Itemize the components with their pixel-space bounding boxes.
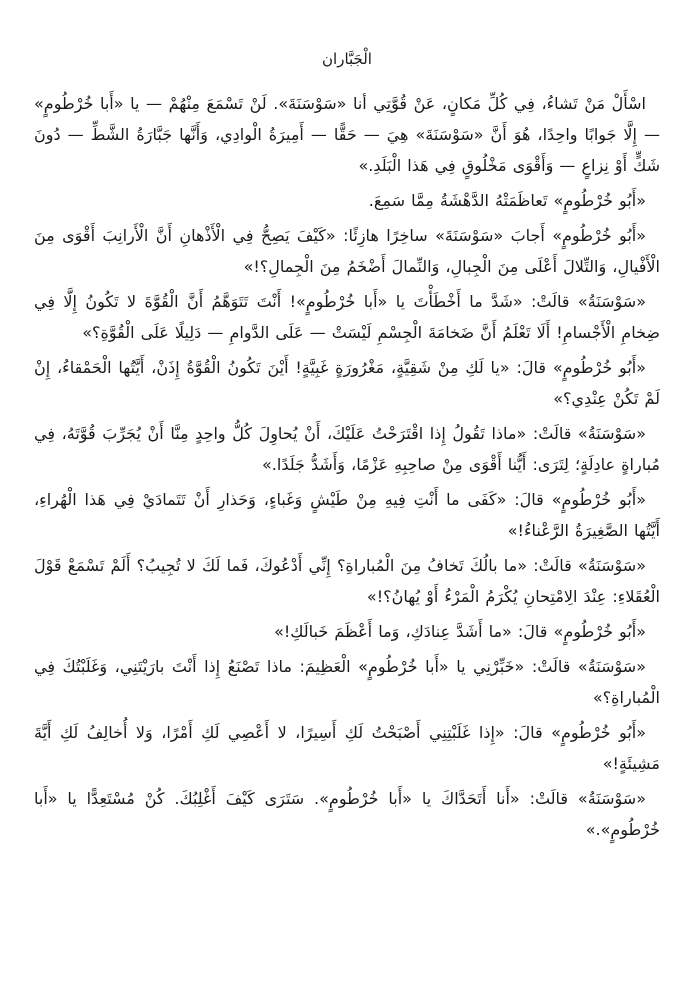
body-text — [34, 88, 660, 845]
paragraph: «أَبُو خُرْطُومٍ» قالَ: «يا لَكِ مِنْ شَقِيَّةٍ، مَغْرُورَةٍ غَبِيَّةٍ! أَيْنَ تَكُونُ الْقُوَّةُ إِذَنْ، أَيَّتُها الْحَمْقاءُ، إِنْ لَمْ تَكُنْ عِنْدِي؟» — [34, 358, 660, 408]
paragraph: «سَوْسَنَةُ» قالَتْ: «أَنا أَتَحَدَّاكَ يا «أَبا خُرْطُومٍ». سَتَرَى كَيْفَ أَغْلِبُكَ. كُنْ مُسْتَعِدًّا يا «أَبا خُرْطُومٍ».» — [34, 789, 660, 839]
paragraph: «أَبُو خُرْطُومٍ» أَجابَ «سَوْسَنَةَ» ساخِرًا هازِئًا: «كَيْفَ يَصِحُّ فِي الْأَذْهانِ أَنَّ الْأَرانِبَ أَقْوَى مِنَ الْأَفْيالِ، وَالتِّلالَ أَعْلَى مِنَ الْجِبالِ، وَالنِّمالَ أَضْخَمُ مِنَ الْجِمالِ؟!» — [34, 226, 660, 276]
page-title: الْجَبَّاران — [322, 50, 372, 68]
paragraph: «أَبُو خُرْطُومٍ» قالَ: «كَفَى ما أَنْتِ فِيهِ مِنْ طَيْشٍ وَغَباءٍ، وَحَذارِ أَنْ تَتَمادَيْ فِي هَذا الْهُراءِ، أَيَّتُها الصَّغِيرَةُ الرَّعْناءُ!» — [34, 490, 660, 540]
paragraph: اسْأَلْ مَنْ تَشاءُ، فِي كُلِّ مَكانٍ، عَنْ قُوَّتِي أنا «سَوْسَنَةَ». لَنْ تَسْمَعَ مِنْهُمْ — يا «أَبا خُرْطُومٍ» — إِلَّا جَوابًا واحِدًا، هُوَ أَنَّ «سَوْسَنَةَ» هِيَ — حَقًّا — أَمِيرَةُ الْوادِي، وَأَنَّها جَبَّارَةُ الشَّطِّ — دُونَ شَكٍّ أَوْ نِزاعٍ — وَأَقْوَى مَخْلُوقٍ فِي هَذا الْبَلَدِ.» — [34, 94, 660, 175]
paragraph: «سَوْسَنَةُ» قالَتْ: «ما بالُكَ تَخافُ مِنَ الْمُباراةِ؟ إِنِّي أَدْعُوكَ، فَما لَكَ لا تُجِيبُ؟ أَلَمْ تَسْمَعْ قَوْلَ الْعُقَلاءِ: عِنْدَ الِامْتِحانِ يُكْرَمُ الْمَرْءُ أَوْ يُهانُ؟!» — [34, 556, 660, 606]
paragraph: «سَوْسَنَةُ» قالَتْ: «ماذا تَقُولُ إِذا اقْتَرَحْتُ عَلَيْكَ، أَنْ يُحاوِلَ كُلُّ واحِدٍ مِنَّا أَنْ يُجَرِّبَ قُوَّتَهُ، فِي مُباراةٍ عادِلَةٍ؛ لِتَرَى: أَيُّنا أَقْوَى مِنْ صاحِبِهِ عَزْمًا، وَأَشَدُّ جَلَدًا.» — [34, 424, 660, 474]
paragraph: «سَوْسَنَةُ» قالَتْ: «خَبِّرْنِي يا «أَبا خُرْطُومٍ» الْعَظِيمَ: ماذا تَصْنَعُ إِذا أَنْتَ بارَيْتَنِي، وَغَلَبْتُكَ فِي الْمُباراةِ؟» — [34, 657, 660, 707]
paragraph: «أَبُو خُرْطُومٍ» تَعاظَمَتْهُ الدَّهْشَةُ مِمَّا سَمِعَ. — [368, 191, 646, 210]
paragraph: «أَبُو خُرْطُومٍ» قالَ: «ما أَشَدَّ عِنادَكِ، وَما أَعْظَمَ خَبالَكِ!» — [274, 622, 646, 641]
paragraph: «أَبُو خُرْطُومٍ» قالَ: «إِذا غَلَبْتِنِي أَصْبَحْتُ لَكِ أَسِيرًا، لا أَعْصِي لَكِ أَمْرًا، وَلا أُخالِفُ لَكِ أَيَّةَ مَشِيئَةٍ!» — [34, 723, 660, 773]
paragraph: «سَوْسَنَةُ» قالَتْ: «شَدَّ ما أَخْطَأْتَ يا «أَبا خُرْطُومٍ»! أَنْتَ تَتَوَهَّمُ أَنَّ الْقُوَّةَ لا تَكُونُ إِلَّا فِي ضِخامِ الْأَجْسامِ! أَلَا تَعْلَمُ أَنَّ ضَخامَةَ الْجِسْمِ لَيْسَتْ — عَلَى الدَّوامِ — دَلِيلًا عَلَى الْقُوَّةِ؟» — [34, 292, 660, 342]
